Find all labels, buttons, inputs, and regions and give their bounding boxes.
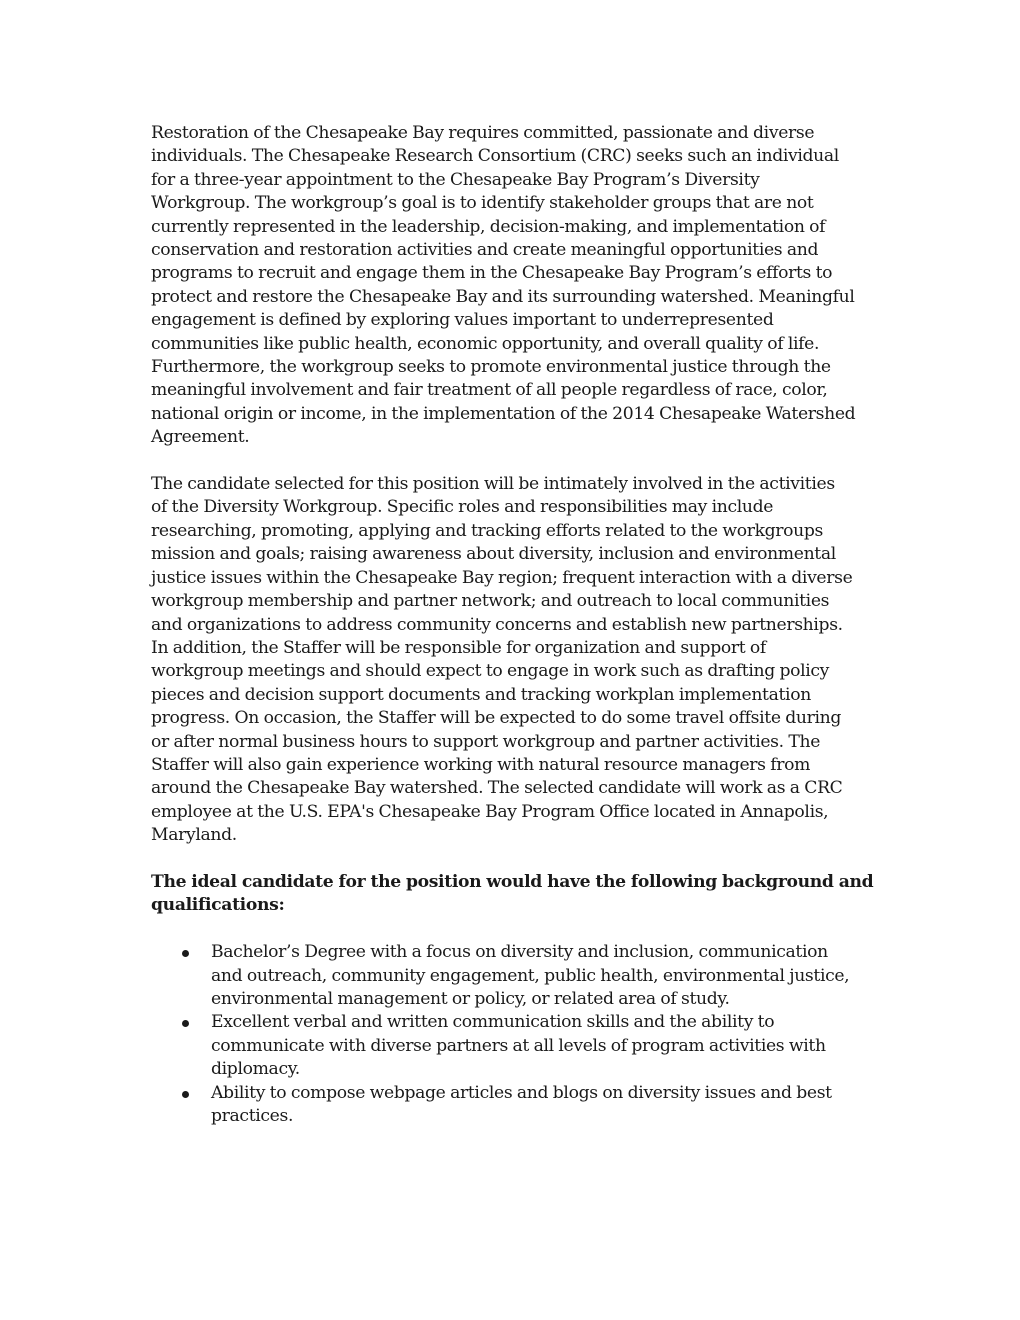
text-line: Agreement.	[151, 427, 250, 448]
list-item	[151, 941, 873, 1011]
text-line: and outreach, community engagement, public health, environmental justice,	[211, 965, 850, 986]
text-line: Maryland.	[151, 825, 237, 846]
text-line: employee at the U.S. EPA's Chesapeake Bay Program Office located in Annapolis,	[151, 801, 829, 822]
list-item	[151, 1082, 873, 1129]
document-page	[151, 122, 873, 1128]
text-line: pieces and decision support documents and tracking workplan implementation	[151, 684, 811, 705]
qualifications-heading	[151, 871, 873, 918]
text-line: communicate with diverse partners at all levels of program activities with	[211, 1035, 826, 1056]
bullet-icon	[182, 1020, 189, 1027]
text-line: The candidate selected for this position will be intimately involved in the activities	[151, 474, 835, 495]
text-line: Staffer will also gain experience working with natural resource managers from	[151, 754, 811, 775]
text-line: progress. On occasion, the Staffer will be expected to do some travel offsite during	[151, 708, 842, 729]
text-line: individuals. The Chesapeake Research Consortium (CRC) seeks such an individual	[151, 146, 839, 167]
text-line: meaningful involvement and fair treatment of all people regardless of race, color,	[151, 380, 828, 401]
text-line: programs to recruit and engage them in the Chesapeake Bay Program’s efforts to	[151, 263, 833, 284]
text-line: currently represented in the leadership, decision-making, and implementation of	[151, 216, 826, 237]
text-line: mission and goals; raising awareness about diversity, inclusion and environmental	[151, 544, 836, 565]
text-line: engagement is defined by exploring values important to underrepresented	[151, 310, 774, 331]
text-line: Excellent verbal and written communication skills and the ability to	[211, 1012, 775, 1033]
text-line: conservation and restoration activities and create meaningful opportunities and	[151, 240, 819, 261]
text-line: Furthermore, the workgroup seeks to promote environmental justice through the	[151, 357, 831, 378]
intro-paragraph	[151, 122, 873, 450]
heading-line: The ideal candidate for the position would have the following background and	[151, 871, 874, 892]
text-line: researching, promoting, applying and tracking efforts related to the workgroups	[151, 520, 824, 541]
text-line: and organizations to address community concerns and establish new partnerships.	[151, 614, 843, 635]
text-line: Restoration of the Chesapeake Bay requires committed, passionate and diverse	[151, 123, 815, 143]
text-line: Workgroup. The workgroup’s goal is to identify stakeholder groups that are not	[151, 193, 814, 214]
text-line: practices.	[211, 1106, 294, 1127]
text-line: around the Chesapeake Bay watershed. The selected candidate will work as a CRC	[151, 778, 843, 799]
bullet-icon	[182, 950, 189, 957]
text-line: In addition, the Staffer will be responsible for organization and support of	[151, 637, 766, 658]
text-line: protect and restore the Chesapeake Bay and its surrounding watershed. Meaningful	[151, 286, 855, 307]
text-line: workgroup meetings and should expect to engage in work such as drafting policy	[151, 661, 830, 682]
text-line: national origin or income, in the implementation of the 2014 Chesapeake Watershed	[151, 403, 856, 424]
text-line: environmental management or policy, or related area of study.	[211, 988, 730, 1009]
heading-line: qualifications:	[151, 895, 285, 916]
text-line: Ability to compose webpage articles and blogs on diversity issues and best	[211, 1082, 832, 1103]
text-line: for a three-year appointment to the Chesapeake Bay Program’s Diversity	[151, 169, 760, 190]
qualifications-list	[151, 941, 873, 1128]
text-line: communities like public health, economic opportunity, and overall quality of life.	[151, 333, 820, 354]
bullet-icon	[182, 1091, 189, 1098]
list-item	[151, 1011, 873, 1081]
text-line: diplomacy.	[211, 1059, 300, 1080]
text-line: workgroup membership and partner network; and outreach to local communities	[151, 591, 830, 612]
text-line: or after normal business hours to support workgroup and partner activities. The	[151, 731, 821, 752]
text-line: Bachelor’s Degree with a focus on diversity and inclusion, communication	[211, 942, 828, 963]
text-line: justice issues within the Chesapeake Bay region; frequent interaction with a diverse	[151, 567, 853, 588]
text-line: of the Diversity Workgroup. Specific roles and responsibilities may include	[151, 497, 774, 518]
responsibilities-paragraph	[151, 473, 873, 848]
